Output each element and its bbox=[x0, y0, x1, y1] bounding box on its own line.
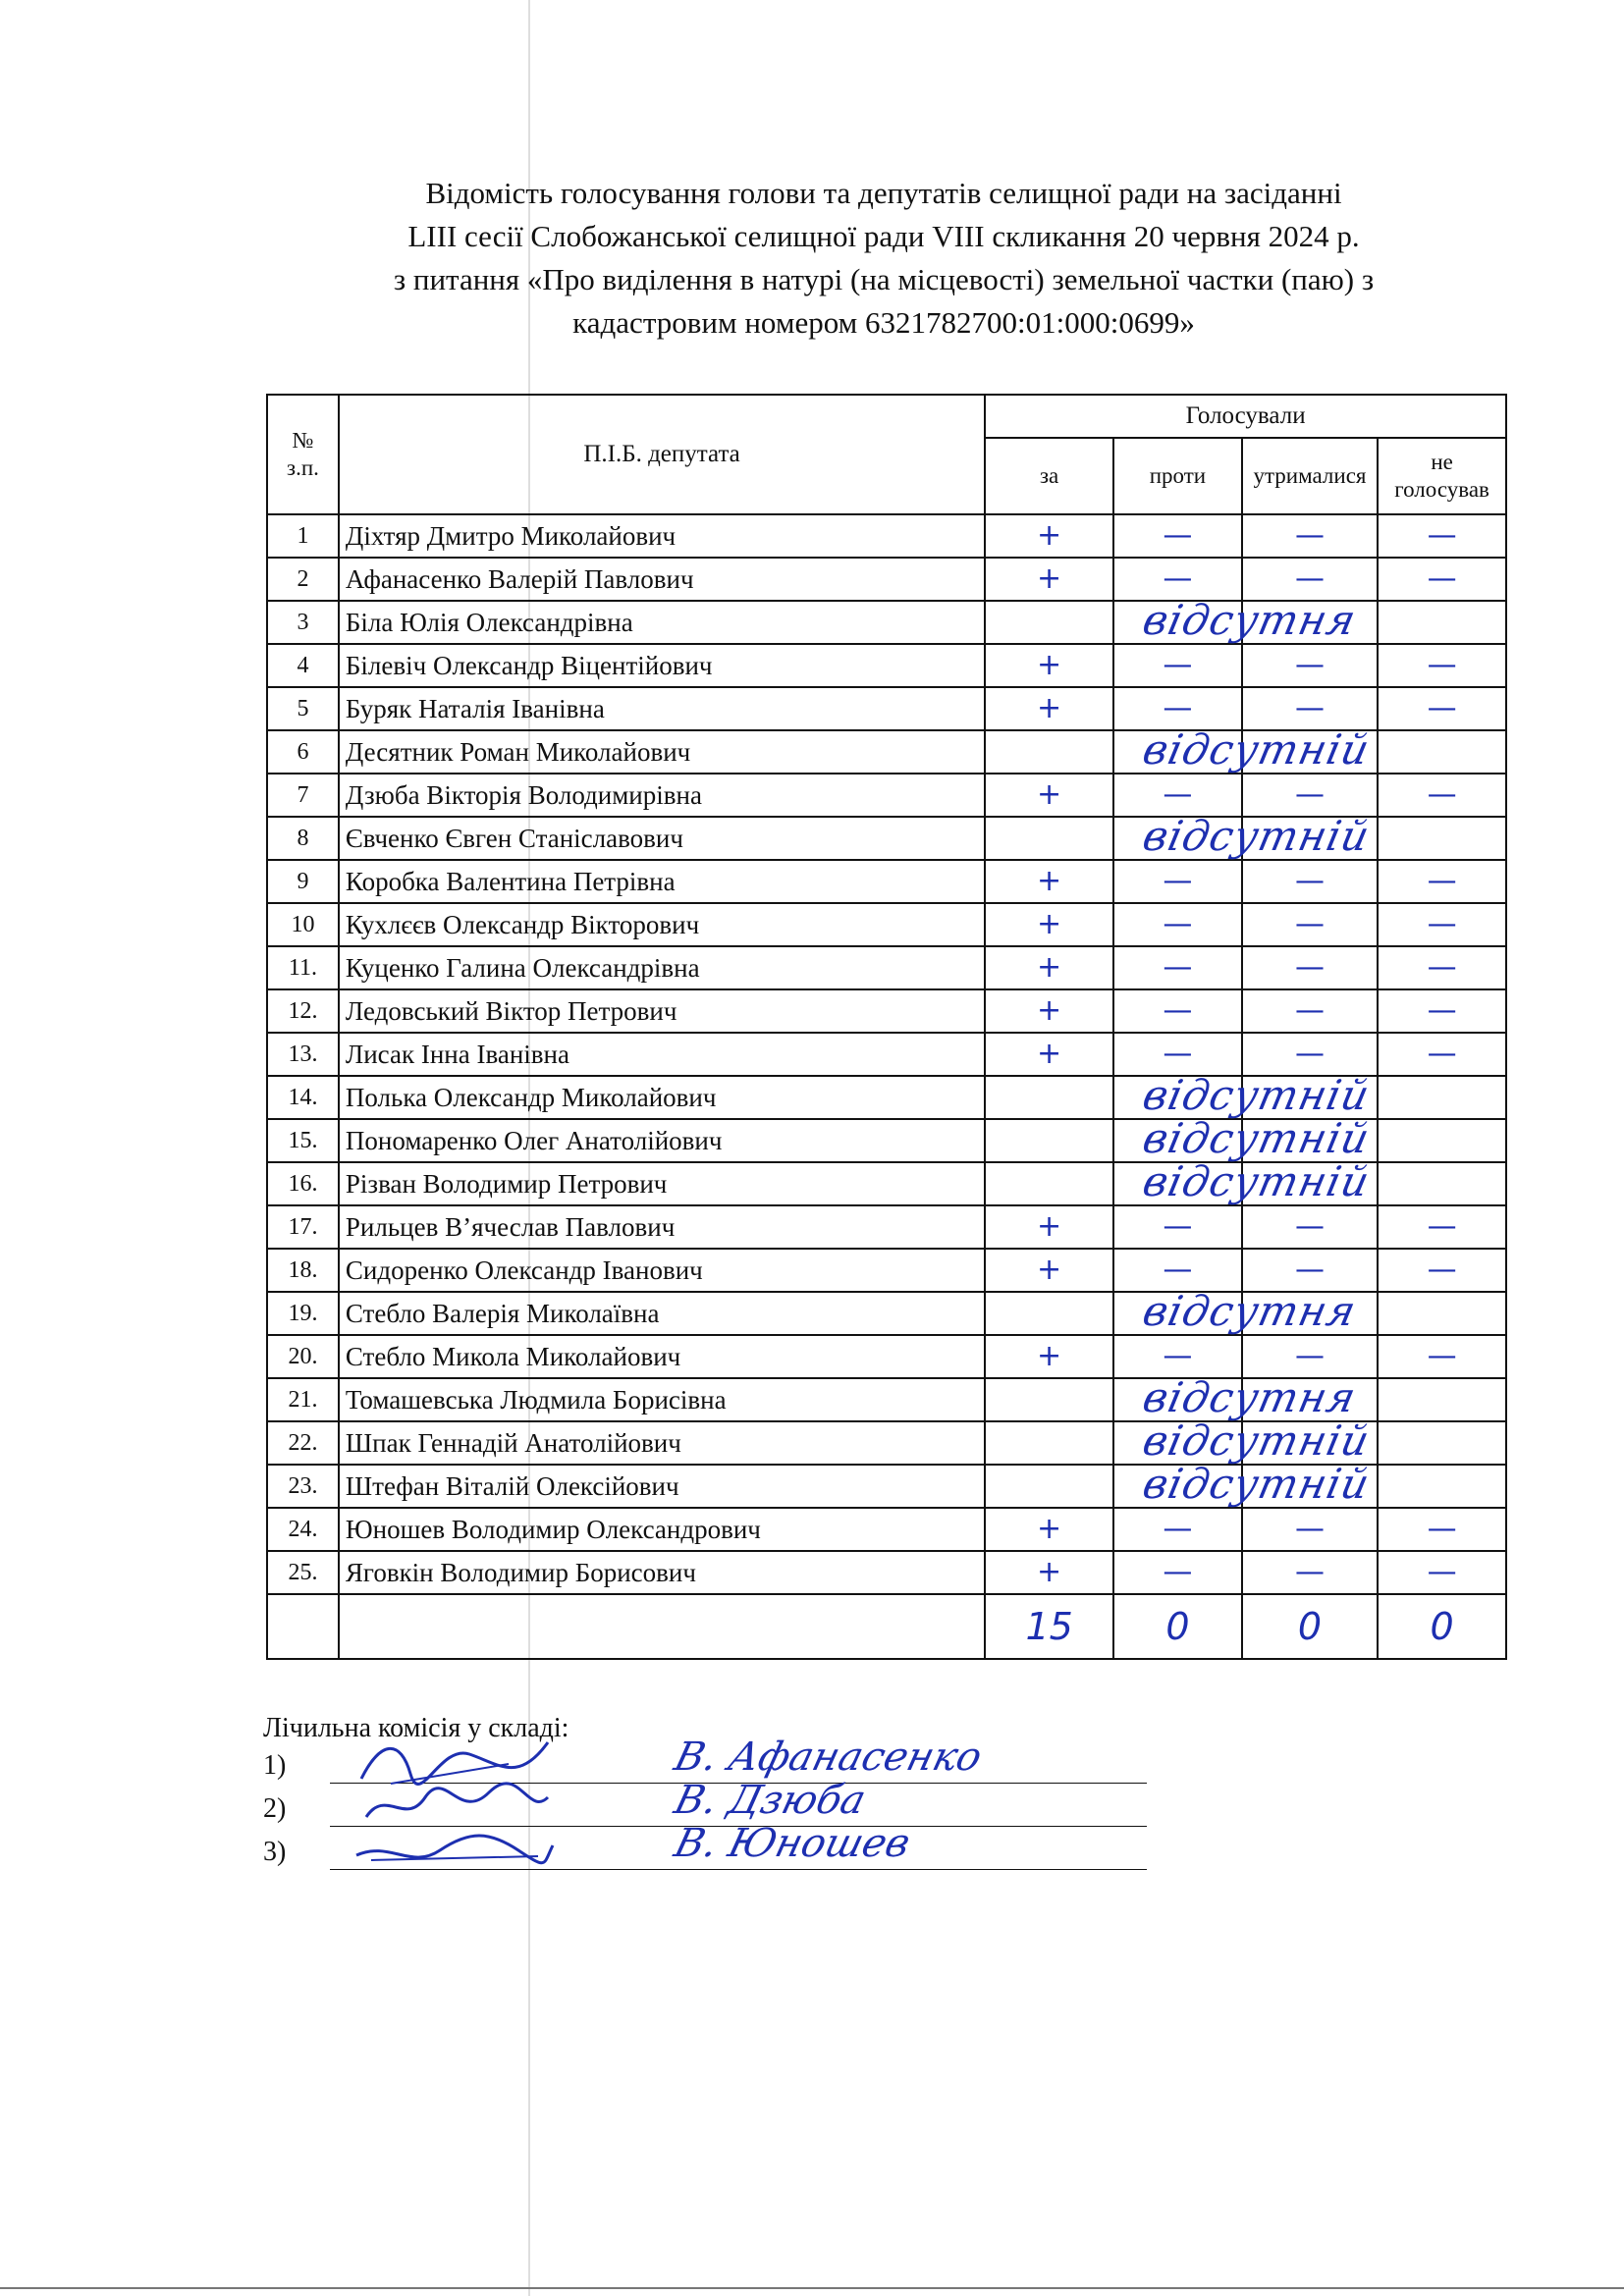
vote-mark: — bbox=[1163, 1036, 1193, 1071]
vote-abstain-cell bbox=[1242, 644, 1378, 687]
row-number: 25. bbox=[267, 1551, 339, 1594]
row-number: 5 bbox=[267, 687, 339, 730]
table-row bbox=[267, 1076, 1506, 1119]
vote-novote-cell bbox=[1378, 1205, 1506, 1249]
vote-abstain-cell bbox=[1242, 1205, 1378, 1249]
member-name: В. Афанасенко bbox=[670, 1735, 987, 1780]
header-line-4: кадастровим номером 6321782700:01:000:0699» bbox=[572, 305, 1195, 340]
vote-abstain-cell bbox=[1242, 1249, 1378, 1292]
row-number: 2 bbox=[267, 558, 339, 601]
table-row bbox=[267, 558, 1506, 601]
vote-against-cell bbox=[1113, 1114, 1375, 1162]
total-novote: 0 bbox=[1378, 1594, 1506, 1659]
row-number: 1 bbox=[267, 514, 339, 558]
vote-for-cell bbox=[985, 817, 1113, 860]
table-row bbox=[267, 687, 1506, 730]
total-for: 15 bbox=[985, 1594, 1113, 1659]
vote-for-cell bbox=[985, 687, 1113, 730]
deputy-name: Рильцев В’ячеслав Павлович bbox=[339, 1205, 985, 1249]
member-name: В. Дзюба bbox=[670, 1778, 871, 1823]
vote-against-cell bbox=[1113, 558, 1242, 601]
vote-mark: + bbox=[1037, 863, 1062, 898]
deputy-name: Юношев Володимир Олександрович bbox=[339, 1508, 985, 1551]
vote-mark: + bbox=[1037, 1208, 1062, 1244]
vote-mark: — bbox=[1294, 690, 1325, 725]
vote-mark: + bbox=[1037, 1554, 1062, 1589]
col-voted-group-header: Голосували bbox=[985, 395, 1506, 438]
deputy-name: Дзюба Вікторія Володимирівна bbox=[339, 774, 985, 817]
table-row bbox=[267, 1162, 1506, 1205]
vote-mark: — bbox=[1163, 1208, 1193, 1244]
vote-against-cell bbox=[1113, 1335, 1242, 1378]
vote-against-cell bbox=[1113, 1249, 1242, 1292]
row-number: 4 bbox=[267, 644, 339, 687]
deputy-name: Томашевська Людмила Борисівна bbox=[339, 1378, 985, 1421]
vote-mark: + bbox=[1037, 1252, 1062, 1287]
vote-against-cell bbox=[1113, 1157, 1375, 1205]
commission-label: Лічильна комісія у складі: bbox=[263, 1713, 569, 1743]
vote-for-cell bbox=[985, 730, 1113, 774]
vote-mark: — bbox=[1163, 1338, 1193, 1373]
vote-mark: — bbox=[1294, 1036, 1325, 1071]
vote-abstain-cell bbox=[1242, 1162, 1378, 1205]
vote-abstain-cell bbox=[1242, 514, 1378, 558]
table-row bbox=[267, 1551, 1506, 1594]
vote-for-cell bbox=[985, 1076, 1113, 1119]
vote-mark: — bbox=[1427, 1338, 1457, 1373]
header-line-1: Відомість голосування голови та депутатів селищної ради на засіданні bbox=[425, 176, 1342, 210]
vote-mark: — bbox=[1294, 647, 1325, 682]
vote-for-cell bbox=[985, 946, 1113, 989]
vote-novote-cell bbox=[1378, 1076, 1506, 1119]
absent-note: відсутня bbox=[1138, 1373, 1361, 1421]
table-row bbox=[267, 644, 1506, 687]
vote-novote-cell bbox=[1378, 1508, 1506, 1551]
table-row bbox=[267, 817, 1506, 860]
row-number: 9 bbox=[267, 860, 339, 903]
vote-mark: — bbox=[1427, 1554, 1457, 1589]
vote-mark: — bbox=[1163, 517, 1193, 553]
vote-against-cell bbox=[1113, 989, 1242, 1033]
vote-for-cell bbox=[985, 1378, 1113, 1421]
vote-for-cell bbox=[985, 1508, 1113, 1551]
vote-against-cell bbox=[1113, 1460, 1375, 1508]
vote-abstain-cell bbox=[1242, 1551, 1378, 1594]
vote-mark: — bbox=[1163, 1554, 1193, 1589]
vote-for-cell bbox=[985, 989, 1113, 1033]
vote-against-cell bbox=[1113, 1508, 1242, 1551]
absent-note: відсутня bbox=[1138, 1287, 1361, 1335]
vote-novote-cell bbox=[1378, 774, 1506, 817]
vote-abstain-cell bbox=[1242, 989, 1378, 1033]
vote-mark: + bbox=[1037, 1511, 1062, 1546]
member-name: В. Юношев bbox=[670, 1821, 915, 1866]
vote-mark: — bbox=[1294, 906, 1325, 941]
vote-abstain-cell bbox=[1242, 903, 1378, 946]
table-row bbox=[267, 1421, 1506, 1465]
vote-novote-cell bbox=[1378, 601, 1506, 644]
vote-mark: — bbox=[1427, 906, 1457, 941]
vote-against-cell bbox=[1113, 774, 1242, 817]
vote-against-cell bbox=[1113, 514, 1242, 558]
absent-note: відсутній bbox=[1138, 1114, 1375, 1162]
header-line-2: LIII сесії Слобожанської селищної ради VIII скликання 20 червня 2024 р. bbox=[407, 219, 1360, 253]
vote-novote-cell bbox=[1378, 730, 1506, 774]
deputy-name: Біла Юлія Олександрівна bbox=[339, 601, 985, 644]
vote-mark: — bbox=[1427, 517, 1457, 553]
deputy-name: Буряк Наталія Іванівна bbox=[339, 687, 985, 730]
vote-mark: + bbox=[1037, 690, 1062, 725]
vote-mark: + bbox=[1037, 906, 1062, 941]
deputy-name: Різван Володимир Петрович bbox=[339, 1162, 985, 1205]
vote-mark: + bbox=[1037, 561, 1062, 596]
vote-abstain-cell bbox=[1242, 860, 1378, 903]
deputy-name: Сидоренко Олександр Іванович bbox=[339, 1249, 985, 1292]
vote-for-cell bbox=[985, 1551, 1113, 1594]
vote-mark: — bbox=[1427, 949, 1457, 985]
deputy-name: Куценко Галина Олександрівна bbox=[339, 946, 985, 989]
vote-mark: + bbox=[1037, 1338, 1062, 1373]
vote-abstain-cell bbox=[1242, 1465, 1378, 1508]
col-number-header: № з.п. bbox=[267, 395, 339, 514]
vote-novote-cell bbox=[1378, 989, 1506, 1033]
vote-mark: + bbox=[1037, 992, 1062, 1028]
vote-for-cell bbox=[985, 774, 1113, 817]
vote-against-cell bbox=[1113, 1205, 1242, 1249]
vote-novote-cell bbox=[1378, 1551, 1506, 1594]
row-number: 7 bbox=[267, 774, 339, 817]
vote-for-cell bbox=[985, 1033, 1113, 1076]
vote-abstain-cell bbox=[1242, 1378, 1378, 1421]
vote-mark: + bbox=[1037, 949, 1062, 985]
table-row bbox=[267, 1292, 1506, 1335]
row-number: 20. bbox=[267, 1335, 339, 1378]
vote-abstain-cell bbox=[1242, 817, 1378, 860]
vote-for-cell bbox=[985, 1421, 1113, 1465]
vote-novote-cell bbox=[1378, 687, 1506, 730]
row-number: 13. bbox=[267, 1033, 339, 1076]
vote-against-cell bbox=[1113, 812, 1375, 860]
vote-novote-cell bbox=[1378, 1292, 1506, 1335]
table-row bbox=[267, 1205, 1506, 1249]
table-row bbox=[267, 860, 1506, 903]
vote-for-cell bbox=[985, 1249, 1113, 1292]
row-number: 23. bbox=[267, 1465, 339, 1508]
table-row bbox=[267, 1378, 1506, 1421]
vote-mark: — bbox=[1427, 1252, 1457, 1287]
vote-mark: + bbox=[1037, 647, 1062, 682]
deputy-name: Діхтяр Дмитро Миколайович bbox=[339, 514, 985, 558]
vote-abstain-cell bbox=[1242, 687, 1378, 730]
vote-against-cell bbox=[1113, 644, 1242, 687]
table-row bbox=[267, 903, 1506, 946]
deputy-name: Лисак Інна Іванівна bbox=[339, 1033, 985, 1076]
vote-abstain-cell bbox=[1242, 1508, 1378, 1551]
vote-for-cell bbox=[985, 1205, 1113, 1249]
vote-against-cell bbox=[1113, 1416, 1375, 1465]
deputy-name: Десятник Роман Миколайович bbox=[339, 730, 985, 774]
row-number: 21. bbox=[267, 1378, 339, 1421]
col-for-header: за bbox=[985, 438, 1113, 514]
total-against: 0 bbox=[1113, 1594, 1242, 1659]
row-number: 14. bbox=[267, 1076, 339, 1119]
vote-abstain-cell bbox=[1242, 1421, 1378, 1465]
vote-novote-cell bbox=[1378, 558, 1506, 601]
vote-mark: — bbox=[1294, 776, 1325, 812]
member-number: 1) bbox=[263, 1750, 287, 1781]
vote-for-cell bbox=[985, 1335, 1113, 1378]
row-number: 11. bbox=[267, 946, 339, 989]
table-row bbox=[267, 946, 1506, 989]
vote-for-cell bbox=[985, 1162, 1113, 1205]
deputy-name: Пономаренко Олег Анатолійович bbox=[339, 1119, 985, 1162]
vote-abstain-cell bbox=[1242, 730, 1378, 774]
deputy-name: Полька Олександр Миколайович bbox=[339, 1076, 985, 1119]
vote-for-cell bbox=[985, 1119, 1113, 1162]
vote-mark: — bbox=[1427, 647, 1457, 682]
row-number: 24. bbox=[267, 1508, 339, 1551]
deputy-name: Штефан Віталій Олексійович bbox=[339, 1465, 985, 1508]
total-abstain: 0 bbox=[1242, 1594, 1378, 1659]
vote-novote-cell bbox=[1378, 1033, 1506, 1076]
row-number: 6 bbox=[267, 730, 339, 774]
row-number: 16. bbox=[267, 1162, 339, 1205]
vote-for-cell bbox=[985, 644, 1113, 687]
vote-for-cell bbox=[985, 1292, 1113, 1335]
vote-mark: — bbox=[1163, 1252, 1193, 1287]
row-number: 3 bbox=[267, 601, 339, 644]
vote-against-cell bbox=[1113, 1373, 1361, 1421]
vote-for-cell bbox=[985, 860, 1113, 903]
voting-table bbox=[266, 394, 1507, 1660]
vote-mark: — bbox=[1163, 906, 1193, 941]
signature-mark bbox=[352, 1821, 558, 1878]
vote-mark: — bbox=[1163, 863, 1193, 898]
table-row bbox=[267, 730, 1506, 774]
member-number: 3) bbox=[263, 1837, 287, 1867]
row-number: 17. bbox=[267, 1205, 339, 1249]
vote-against-cell bbox=[1113, 596, 1361, 644]
vote-novote-cell bbox=[1378, 1249, 1506, 1292]
vote-mark: — bbox=[1294, 1511, 1325, 1546]
vote-mark: — bbox=[1427, 1036, 1457, 1071]
row-number: 15. bbox=[267, 1119, 339, 1162]
vote-mark: — bbox=[1294, 561, 1325, 596]
vote-mark: — bbox=[1294, 992, 1325, 1028]
col-against-header: проти bbox=[1113, 438, 1242, 514]
totals-name-cell bbox=[339, 1594, 985, 1659]
absent-note: відсутній bbox=[1138, 812, 1375, 860]
totals-num-cell bbox=[267, 1594, 339, 1659]
col-novote-header: не голосував bbox=[1378, 438, 1506, 514]
vote-novote-cell bbox=[1378, 817, 1506, 860]
absent-note: відсутній bbox=[1138, 1460, 1375, 1508]
vote-mark: — bbox=[1294, 949, 1325, 985]
vote-novote-cell bbox=[1378, 1378, 1506, 1421]
commission-member bbox=[263, 1821, 1147, 1880]
vote-abstain-cell bbox=[1242, 558, 1378, 601]
col-name-header: П.І.Б. депутата bbox=[339, 395, 985, 514]
vote-against-cell bbox=[1113, 1551, 1242, 1594]
vote-for-cell bbox=[985, 601, 1113, 644]
vote-mark: — bbox=[1163, 690, 1193, 725]
row-number: 22. bbox=[267, 1421, 339, 1465]
vote-novote-cell bbox=[1378, 1335, 1506, 1378]
vote-for-cell bbox=[985, 514, 1113, 558]
deputy-name: Кухлєєв Олександр Вікторович bbox=[339, 903, 985, 946]
vote-for-cell bbox=[985, 1465, 1113, 1508]
absent-note: відсутній bbox=[1138, 1416, 1375, 1465]
vote-abstain-cell bbox=[1242, 774, 1378, 817]
deputy-name: Євченко Євген Станіславович bbox=[339, 817, 985, 860]
table-row bbox=[267, 1465, 1506, 1508]
vote-abstain-cell bbox=[1242, 1033, 1378, 1076]
vote-abstain-cell bbox=[1242, 1119, 1378, 1162]
vote-against-cell bbox=[1113, 1071, 1375, 1119]
table-row bbox=[267, 774, 1506, 817]
vote-mark: — bbox=[1427, 863, 1457, 898]
vote-mark: — bbox=[1163, 949, 1193, 985]
deputy-name: Стебло Валерія Миколаївна bbox=[339, 1292, 985, 1335]
table-row bbox=[267, 1249, 1506, 1292]
row-number: 10 bbox=[267, 903, 339, 946]
vote-mark: — bbox=[1294, 1252, 1325, 1287]
table-row bbox=[267, 1033, 1506, 1076]
vote-mark: — bbox=[1163, 561, 1193, 596]
member-number: 2) bbox=[263, 1793, 287, 1824]
vote-novote-cell bbox=[1378, 644, 1506, 687]
deputy-name: Яговкін Володимир Борисович bbox=[339, 1551, 985, 1594]
deputy-name: Афанасенко Валерій Павлович bbox=[339, 558, 985, 601]
vote-mark: — bbox=[1294, 1338, 1325, 1373]
vote-abstain-cell bbox=[1242, 601, 1378, 644]
absent-note: відсутній bbox=[1138, 1157, 1375, 1205]
vote-abstain-cell bbox=[1242, 946, 1378, 989]
vote-mark: — bbox=[1163, 1511, 1193, 1546]
vote-for-cell bbox=[985, 903, 1113, 946]
counting-commission bbox=[263, 1713, 1147, 1880]
vote-abstain-cell bbox=[1242, 1292, 1378, 1335]
vote-mark: — bbox=[1427, 1208, 1457, 1244]
vote-for-cell bbox=[985, 558, 1113, 601]
table-row bbox=[267, 601, 1506, 644]
row-number: 18. bbox=[267, 1249, 339, 1292]
vote-mark: + bbox=[1037, 517, 1062, 553]
vote-mark: — bbox=[1427, 776, 1457, 812]
vote-against-cell bbox=[1113, 1033, 1242, 1076]
vote-novote-cell bbox=[1378, 1119, 1506, 1162]
absent-note: відсутня bbox=[1138, 596, 1361, 644]
vote-against-cell bbox=[1113, 687, 1242, 730]
vote-novote-cell bbox=[1378, 860, 1506, 903]
col-abstain-header: утрималися bbox=[1242, 438, 1378, 514]
vote-mark: — bbox=[1163, 776, 1193, 812]
vote-novote-cell bbox=[1378, 1465, 1506, 1508]
vote-mark: — bbox=[1294, 517, 1325, 553]
deputy-name: Коробка Валентина Петрівна bbox=[339, 860, 985, 903]
table-row bbox=[267, 1119, 1506, 1162]
vote-novote-cell bbox=[1378, 514, 1506, 558]
document-header bbox=[295, 172, 1473, 345]
vote-against-cell bbox=[1113, 946, 1242, 989]
vote-novote-cell bbox=[1378, 1421, 1506, 1465]
vote-novote-cell bbox=[1378, 903, 1506, 946]
deputy-name: Шпак Геннадій Анатолійович bbox=[339, 1421, 985, 1465]
absent-note: відсутній bbox=[1138, 1071, 1375, 1119]
vote-against-cell bbox=[1113, 903, 1242, 946]
vote-mark: — bbox=[1294, 1554, 1325, 1589]
vote-mark: — bbox=[1163, 647, 1193, 682]
table-row bbox=[267, 989, 1506, 1033]
absent-note: відсутній bbox=[1138, 725, 1375, 774]
vote-abstain-cell bbox=[1242, 1335, 1378, 1378]
vote-against-cell bbox=[1113, 1287, 1361, 1335]
vote-novote-cell bbox=[1378, 946, 1506, 989]
vote-mark: + bbox=[1037, 776, 1062, 812]
header-line-3: з питання «Про виділення в натурі (на місцевості) земельної частки (паю) з bbox=[393, 262, 1375, 296]
row-number: 19. bbox=[267, 1292, 339, 1335]
vote-mark: — bbox=[1427, 992, 1457, 1028]
vote-mark: + bbox=[1037, 1036, 1062, 1071]
vote-mark: — bbox=[1427, 1511, 1457, 1546]
table-row bbox=[267, 514, 1506, 558]
row-number: 12. bbox=[267, 989, 339, 1033]
vote-mark: — bbox=[1427, 690, 1457, 725]
vote-mark: — bbox=[1294, 1208, 1325, 1244]
vote-against-cell bbox=[1113, 860, 1242, 903]
deputy-name: Білевіч Олександр Віцентійович bbox=[339, 644, 985, 687]
table-row bbox=[267, 1335, 1506, 1378]
deputy-name: Стебло Микола Миколайович bbox=[339, 1335, 985, 1378]
scan-bottom-edge bbox=[0, 2287, 1624, 2289]
vote-mark: — bbox=[1294, 863, 1325, 898]
vote-mark: — bbox=[1163, 992, 1193, 1028]
vote-novote-cell bbox=[1378, 1162, 1506, 1205]
vote-against-cell bbox=[1113, 725, 1375, 774]
row-number: 8 bbox=[267, 817, 339, 860]
table-row bbox=[267, 1508, 1506, 1551]
vote-mark: — bbox=[1427, 561, 1457, 596]
deputy-name: Ледовський Віктор Петрович bbox=[339, 989, 985, 1033]
vote-abstain-cell bbox=[1242, 1076, 1378, 1119]
